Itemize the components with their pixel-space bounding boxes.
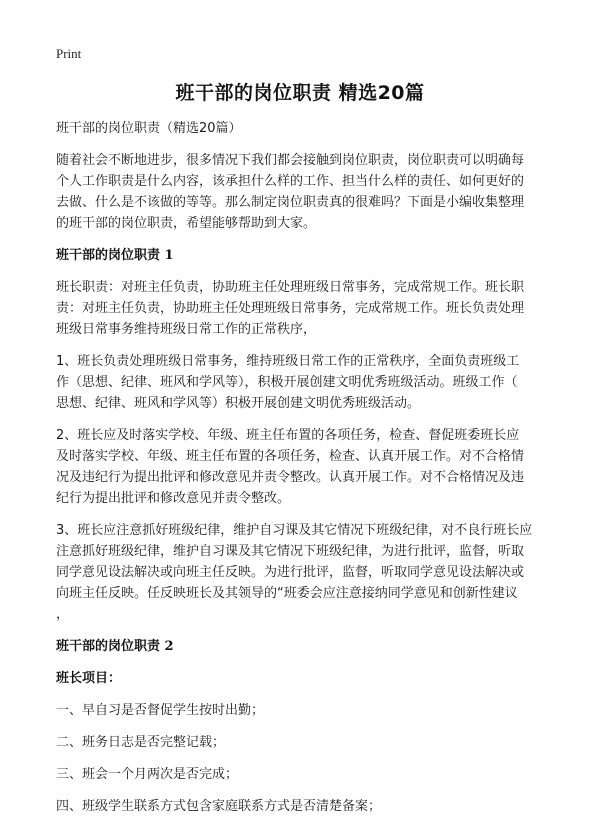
section-1-paragraph-4	[56, 520, 548, 625]
paragraph-line: 班级日常事务维持班级日常工作的正常秩序，	[56, 322, 317, 337]
list-item: 四、班级学生联系方式包含家庭联系方式是否清楚备案；	[56, 799, 382, 814]
section-1-paragraph-3	[56, 425, 548, 509]
paragraph-line: 向班主任反映。任反映班长及其领导的“班委会应注意接纳同学意见和创新性建议	[56, 586, 518, 601]
list-item: 一、早自习是否督促学生按时出勤；	[56, 703, 265, 718]
paragraph-line: 注意抓好班级纪律，维护自习课及其它情况下班级纪律，为进行批评，监督，听取	[56, 544, 525, 559]
paragraph-line: 责：对班主任负责，协助班主任处理班级日常事务，完成常规工作。班长负责处理	[56, 301, 525, 316]
intro-paragraph	[56, 150, 548, 234]
paragraph-line: 况及违纪行为提出批评和修改意见并责令整改。认真开展工作。对不合格情况及违	[56, 470, 525, 485]
document-title: 班干部的岗位职责 精选20篇	[175, 82, 425, 104]
paragraph-line: 纪行为提出批评和修改意见并责令整改。	[56, 491, 291, 506]
paragraph-line: 思想、纪律、班风和学风等）积极开展创建文明优秀班级活动。	[56, 396, 421, 411]
paragraph-line: 3、班长应注意抓好班级纪律，维护自习课及其它情况下班级纪律，对不良行班长应	[56, 523, 533, 538]
paragraph-line: 及时落实学校、年级、班主任布置的各项任务，检查、认真开展工作。对不合格情	[56, 449, 525, 464]
intro-line: 个人工作职责是什么内容，该承担什么样的工作、担当什么样的责任、如何更好的	[56, 174, 525, 189]
list-item: 三、班会一个月两次是否完成；	[56, 767, 239, 782]
section-1-heading: 班干部的岗位职责 1	[56, 248, 174, 263]
list-item: 二、班务日志是否完整记载；	[56, 735, 226, 750]
intro-line: 的班干部的岗位职责，希望能够帮助到大家。	[56, 216, 317, 231]
paragraph-line: 1、班长负责处理班级日常事务，维持班级日常工作的正常秩序，全面负责班级工	[56, 354, 520, 369]
paragraph-line: 作（思想、纪律、班风和学风等），积极开展创建文明优秀班级活动。班级工作（	[56, 375, 518, 390]
paragraph-line: 同学意见设法解决或向班主任反映。为进行批评，监督，听取同学意见设法解决或	[56, 565, 525, 580]
paragraph-line: 2、班长应及时落实学校、年级、班主任布置的各项任务，检查、督促班委班长应	[56, 428, 520, 443]
intro-line: 随着社会不断地进步，很多情况下我们都会接触到岗位职责，岗位职责可以明确每	[56, 153, 525, 168]
document-body	[56, 118, 548, 828]
paragraph-line: ，	[56, 607, 70, 622]
print-label: Print	[56, 46, 82, 61]
paragraph-line: 班长职责：对班主任负责，协助班主任处理班级日常事务，完成常规工作。班长职	[56, 280, 525, 295]
intro-line: 去做、什么是不该做的等等。那么制定岗位职责真的很难吗？下面是小编收集整理	[56, 195, 525, 210]
section-1-paragraph-1	[56, 277, 548, 340]
section-1-paragraph-2	[56, 351, 548, 414]
document-subtitle: 班干部的岗位职责（精选20篇）	[56, 121, 242, 136]
section-2-heading: 班干部的岗位职责 2	[56, 639, 174, 654]
section-2-subheading: 班长项目：	[56, 671, 122, 686]
